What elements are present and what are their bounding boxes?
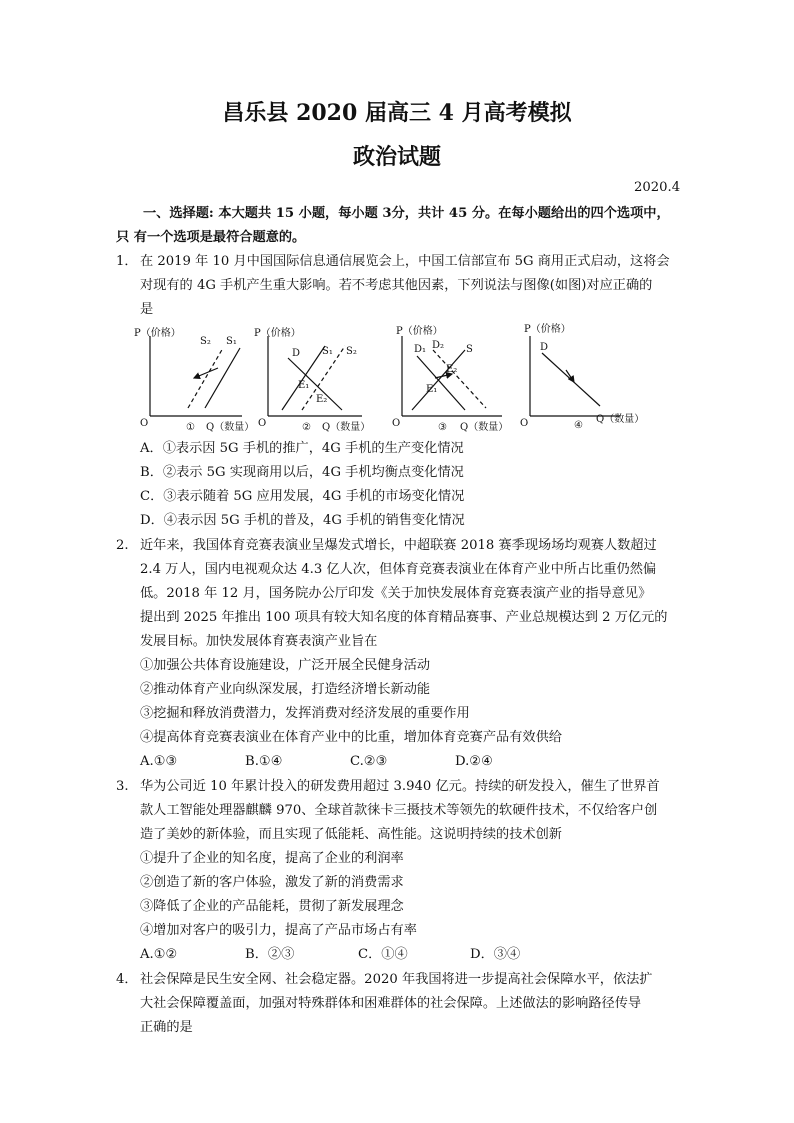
q3-stem-line: 造了美妙的新体验，而且实现了低能耗、高性能。这说明持续的技术创新 (140, 827, 562, 842)
q2-item: ①加强公共体育设施建设，广泛开展全民健身活动 (140, 658, 431, 673)
graph2-number: ② (302, 422, 311, 433)
q1-option-d: D．④表示因 5G 手机的普及，4G 手机的销售变化情况 (140, 513, 465, 528)
q4-stem-line: 大社会保障覆盖面，加强对特殊群体和困难群体的社会保障。上述做法的影响路径传导 (140, 996, 642, 1011)
graph3-number: ③ (438, 422, 447, 433)
graph1-s2-label: S₂ (200, 336, 211, 347)
graph3-e2-label: E₂ (446, 364, 458, 375)
q3-item: ①提升了企业的知名度，提高了企业的利润率 (140, 851, 404, 866)
q3-number: 3. (116, 779, 129, 794)
exam-date: 2020.4 (634, 180, 681, 195)
q3-stem-line: 华为公司近 10 年累计投入的研发费用超过 3.940 亿元。持续的研发投入，催生了世界首 (140, 779, 660, 794)
graph3-x-label: Q（数量） (460, 422, 509, 433)
q2-stem-line: 低。2018 年 12 月，国务院办公厅印发《关于加快发展体育竞赛表演产业的指导意见》 (140, 586, 652, 601)
q3-choice-a: A.①② (140, 947, 178, 962)
q2-stem-line: 发展目标。加快发展体育赛表演产业旨在 (140, 634, 378, 649)
graph3-origin: O (392, 418, 401, 429)
graph1-number: ① (186, 422, 195, 433)
graph3-e1-label: E₁ (426, 384, 438, 395)
graph4-x-label: Q（数量） (596, 414, 645, 425)
q1-stem-line: 在 2019 年 10 月中国国际信息通信展览会上，中国工信部宣布 5G 商用正式启动，这将会 (140, 254, 670, 269)
q2-choice-c: C.②③ (350, 754, 388, 769)
q3-item: ④增加对客户的吸引力，提高了产品市场占有率 (140, 923, 417, 938)
graph2-e2-label: E₂ (316, 394, 328, 405)
q3-choice-c: C．①④ (358, 947, 408, 962)
q3-choice-d: D．③④ (470, 947, 521, 962)
graph2-origin: O (258, 418, 267, 429)
q4-number: 4． (116, 972, 138, 987)
q2-stem-line: 近年来，我国体育竞赛表演业呈爆发式增长，中超联赛 2018 赛季现场场均观赛人数超过 (140, 538, 657, 553)
graph4-number: ④ (574, 420, 583, 431)
graph1-x-label: Q（数量） (206, 422, 255, 433)
supply-curve-s2 (188, 348, 223, 408)
q3-stem-line: 款人工智能处理器麒麟 970、全球首款徕卡三摄技术等领先的软硬件技术，不仅给客户创 (140, 803, 658, 818)
q2-choice-b: B.①④ (245, 754, 283, 769)
graph3-d2-label: D₂ (432, 340, 445, 351)
graph3-y-label: P（价格） (396, 326, 443, 337)
q2-item: ②推动体育产业向纵深发展，打造经济增长新动能 (140, 682, 431, 697)
demand-curve-d (288, 358, 342, 410)
q2-stem-line: 提出到 2025 年推出 100 项具有较大知名度的体育精品赛事、产业总规模达到 2 万亿元的 (140, 610, 668, 625)
graph4-d-label: D (540, 342, 549, 353)
section-heading-line2: 只 有一个选项是最符合题意的。 (116, 230, 306, 245)
q1-stem-line: 是 (140, 302, 154, 317)
exam-subtitle: 政治试题 (352, 144, 441, 170)
exam-title: 昌乐县 2020 届高三 4 月高考模拟 (222, 100, 572, 126)
q2-number: 2. (116, 538, 129, 553)
q1-graphs (130, 318, 690, 438)
graph2-e1-label: E₁ (298, 380, 310, 391)
graph1-y-label: P（价格） (134, 328, 181, 339)
q3-item: ②创造了新的客户体验，激发了新的消费需求 (140, 875, 404, 890)
graph2-s1-label: S₁ (322, 346, 333, 357)
q2-choice-a: A.①③ (140, 754, 178, 769)
supply-curve-s1 (205, 348, 240, 408)
q3-item: ③降低了企业的产品能耗，贯彻了新发展理念 (140, 899, 404, 914)
q3-choice-b: B．②③ (245, 947, 295, 962)
q4-stem-line: 正确的是 (140, 1020, 193, 1035)
q1-option-a: A．①表示因 5G 手机的推广，4G 手机的生产变化情况 (140, 441, 464, 456)
graph3-d1-label: D₁ (414, 344, 427, 355)
q2-choice-d: D.②④ (455, 754, 493, 769)
demand-curve-d1 (417, 356, 465, 410)
graph4-origin: O (520, 418, 529, 429)
graph2-y-label: P（价格） (254, 328, 301, 339)
q1-stem-line: 对现有的 4G 手机产生重大影响。若不考虑其他因素，下列说法与图像(如图)对应正确的 (140, 278, 653, 293)
q2-item: ③挖掘和释放消费潜力，发挥消费对经济发展的重要作用 (140, 706, 470, 721)
demand-curve-d (542, 353, 600, 406)
section-heading-line1: 一、选择题: 本大题共 15 小题，每小题 3分，共计 45 分。在每小题给出的四个选项中， (143, 206, 670, 221)
graph1-s1-label: S₁ (226, 336, 237, 347)
q2-item: ④提高体育竞赛表演业在体育产业中的比重，增加体育竞赛产品有效供给 (140, 730, 562, 745)
graph4-y-label: P（价格） (524, 324, 571, 335)
graph-1 (150, 336, 242, 416)
q1-number: 1． (116, 254, 138, 269)
q4-stem-line: 社会保障是民生安全网、社会稳定器。2020 年我国将进一步提高社会保障水平，依法扩 (140, 972, 653, 987)
q1-option-c: C．③表示随着 5G 应用发展，4G 手机的市场变化情况 (140, 489, 465, 504)
graph2-d-label: D (292, 348, 301, 359)
demand-curve-d2 (433, 350, 486, 408)
graph2-x-label: Q（数量） (322, 422, 371, 433)
q1-option-b: B．②表示 5G 实现商用以后，4G 手机均衡点变化情况 (140, 465, 464, 480)
graph2-s2-label: S₂ (346, 346, 357, 357)
graph3-s-label: S (466, 344, 473, 355)
graph1-origin: O (140, 418, 149, 429)
q2-stem-line: 2.4 万人，国内电视观众达 4.3 亿人次，但体育竞赛表演业在体育产业中所占比重仍然偏 (140, 562, 657, 577)
